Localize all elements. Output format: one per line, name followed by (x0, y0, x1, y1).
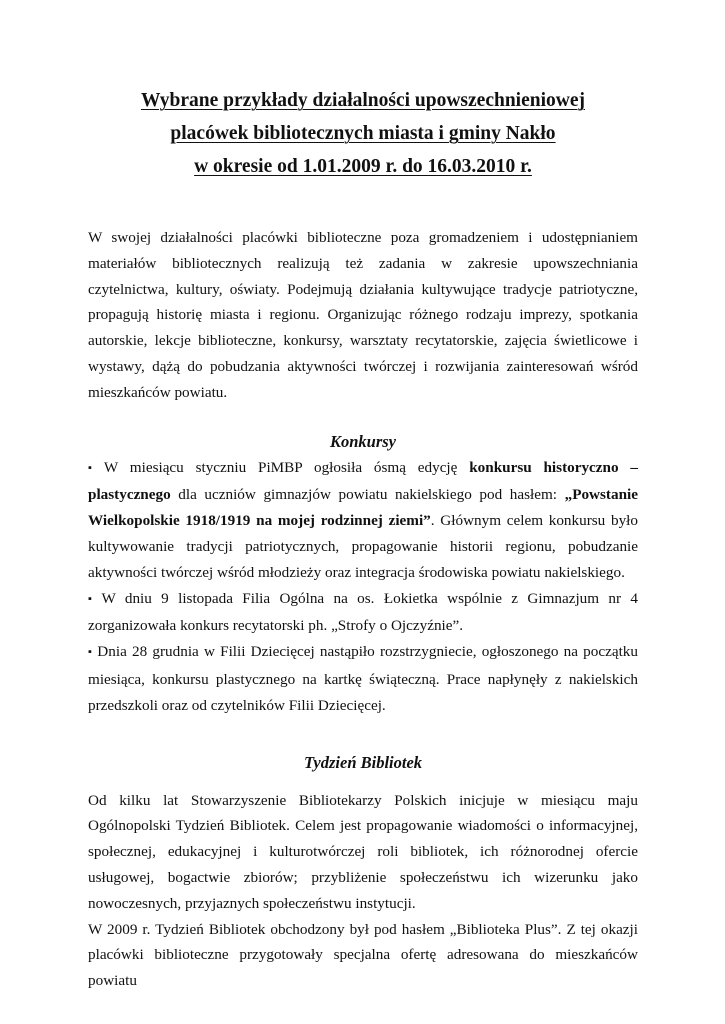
bullet-icon: ▪ (88, 461, 100, 474)
title-line-1: Wybrane przykłady działalności upowszechnieniowej (140, 90, 585, 111)
item1-text-b: dla uczniów gimnazjów powiatu nakielskiego pod hasłem: (170, 486, 565, 504)
bullet-icon: ▪ (88, 592, 98, 605)
section-heading-tydzien-bibliotek: Tydzień Bibliotek (303, 752, 423, 772)
item2-text: W dniu 9 listopada Filia Ogólna na os. Łokietka wspólnie z Gimnazjum nr 4 zorganizowała konkurs recytatorski ph. „Strofy o Ojczyźnie”. (88, 589, 639, 635)
item1-bold-a: konkursu historyczno – plastycznego (88, 458, 638, 504)
tydzien-paragraph-1: Od kilku lat Stowarzyszenie Bibliotekarzy Polskich inicjuje w miesiącu maju Ogólnopolski Tydzień Bibliotek. Celem jest propagowanie wiadomości o informacyjnej, społecznej, edukacyjnej i kulturotwórczej roli bibliotek, ich różnorodnej ofercie usługowej, bogactwie zbiorów; przybliżenie społeczeństwu ich wizerunku jako nowoczesnych, przyjaznych społeczeństwu instytucji. (88, 791, 638, 912)
section-heading-konkursy: Konkursy (329, 431, 397, 451)
document-page (88, 84, 638, 994)
item3-text: Dnia 28 grudnia w Filii Dziecięcej nastąpiło rozstrzygniecie, ogłoszonego na początku miesiąca, konkursu plastycznego na kartkę świąteczną. Prace napłynęły z nakielskich przedszkoli oraz od czytelników Filii Dziecięcej. (88, 643, 638, 714)
item1-text-c: . Głównym celem konkursu było kultywowanie tradycji patriotycznych, propagowanie historii regionu, pobudzanie aktywności twórczej wśród młodzieży oraz integracja środowiska powiatu nakielskiego. (88, 512, 638, 581)
document-title (88, 84, 638, 183)
tydzien-paragraph-2: W 2009 r. Tydzień Bibliotek obchodzony był pod hasłem „Biblioteka Plus”. Z tej okazji placówki biblioteczne przygotowały specjalna ofertę adresowana do mieszkańców powiatu (88, 920, 638, 990)
item1-text-a: W miesiącu styczniu PiMBP ogłosiła ósmą edycję (103, 458, 470, 476)
konkursy-item-2 (88, 586, 638, 640)
konkursy-item-3 (88, 639, 638, 718)
item1-bold-b: „Powstanie Wielkopolskie 1918/1919 na mojej rodzinnej ziemi” (88, 486, 638, 530)
bullet-icon: ▪ (88, 646, 94, 659)
intro-paragraph: W swojej działalności placówki biblioteczne poza gromadzeniem i udostępnianiem materiałów bibliotecznych realizują też zadania w zakresie upowszechniania czytelnictwa, kultury, oświaty. Podejmują działania kultywujące tradycje patriotyczne, propagują historię miasta i regionu. Organizując różnego rodzaju imprezy, spotkania autorskie, lekcje biblioteczne, konkursy, warsztaty recytatorskie, zajęcia świetlicowe i wystawy, dążą do pobudzania aktywności twórczej i rozwijania zainteresowań wśród mieszkańców powiatu. (88, 229, 638, 401)
konkursy-item-1 (88, 455, 638, 586)
title-line-3: w okresie od 1.01.2009 r. do 16.03.2010 r. (194, 156, 532, 177)
title-line-2: placówek bibliotecznych miasta i gminy Nakło (170, 123, 556, 144)
